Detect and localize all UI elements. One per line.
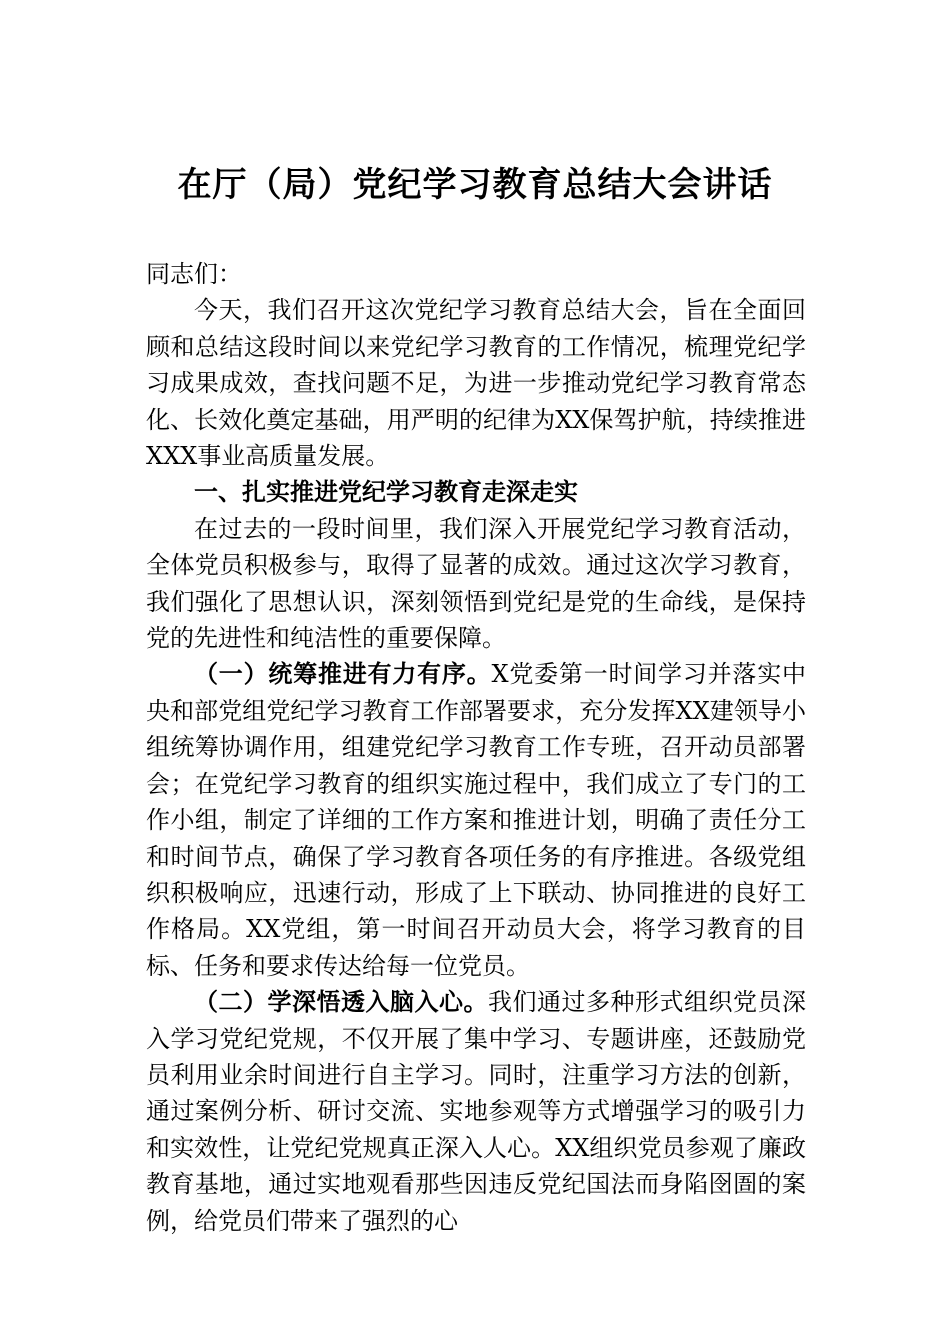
document-body bbox=[146, 256, 806, 1239]
subsection-1-text: X党委第一时间学习并落实中央和部党组党纪学习教育工作部署要求，充分发挥XX建领导小组统筹协调作用，组建党纪学习教育工作专班，召开动员部署会；在党纪学习教育的组织实施过程中，我们成立了专门的工作小组，制定了详细的工作方案和推进计划，明确了责任分工和时间节点，确保了学习教育各项任务的有序推进。各级党组织积极响应，迅速行动，形成了上下联动、协同推进的良好工作格局。XX党组，第一时间召开动员大会，将学习教育的目标、任务和要求传达给每一位党员。 bbox=[146, 660, 806, 980]
subsection-1-paragraph bbox=[146, 656, 806, 984]
salutation: 同志们： bbox=[146, 260, 242, 288]
section-heading-1: 一、扎实推进党纪学习教育走深走实 bbox=[194, 478, 578, 507]
document-title: 在厅（局）党纪学习教育总结大会讲话 bbox=[177, 165, 773, 205]
subsection-2-text: 我们通过多种形式组织党员深入学习党纪党规，不仅开展了集中学习、专题讲座，还鼓励党员利用业余时间进行自主学习。同时，注重学习方法的创新，通过案例分析、研讨交流、实地参观等方式增强学习的吸引力和实效性，让党纪党规真正深入人心。XX组织党员参观了廉政教育基地，通过实地观看那些因违反党纪国法而身陷囹圄的案例，给党员们带来了强烈的心 bbox=[146, 988, 806, 1235]
section-1-paragraph: 在过去的一段时间里，我们深入开展党纪学习教育活动，全体党员积极参与，取得了显著的成效。通过这次学习教育，我们强化了思想认识，深刻领悟到党纪是党的生命线，是保持党的先进性和纯洁性的重要保障。 bbox=[146, 514, 806, 653]
subsection-2-title: （二）学深悟透入脑入心。 bbox=[194, 988, 488, 1017]
subsection-2-paragraph bbox=[146, 984, 806, 1239]
intro-paragraph: 今天，我们召开这次党纪学习教育总结大会，旨在全面回顾和总结这段时间以来党纪学习教育的工作情况，梳理党纪学习成果成效，查找问题不足，为进一步推动党纪学习教育常态化、长效化奠定基础，用严明的纪律为XX保驾护航，持续推进XXX事业高质量发展。 bbox=[146, 296, 806, 471]
subsection-1-title: （一）统筹推进有力有序。 bbox=[194, 660, 492, 689]
